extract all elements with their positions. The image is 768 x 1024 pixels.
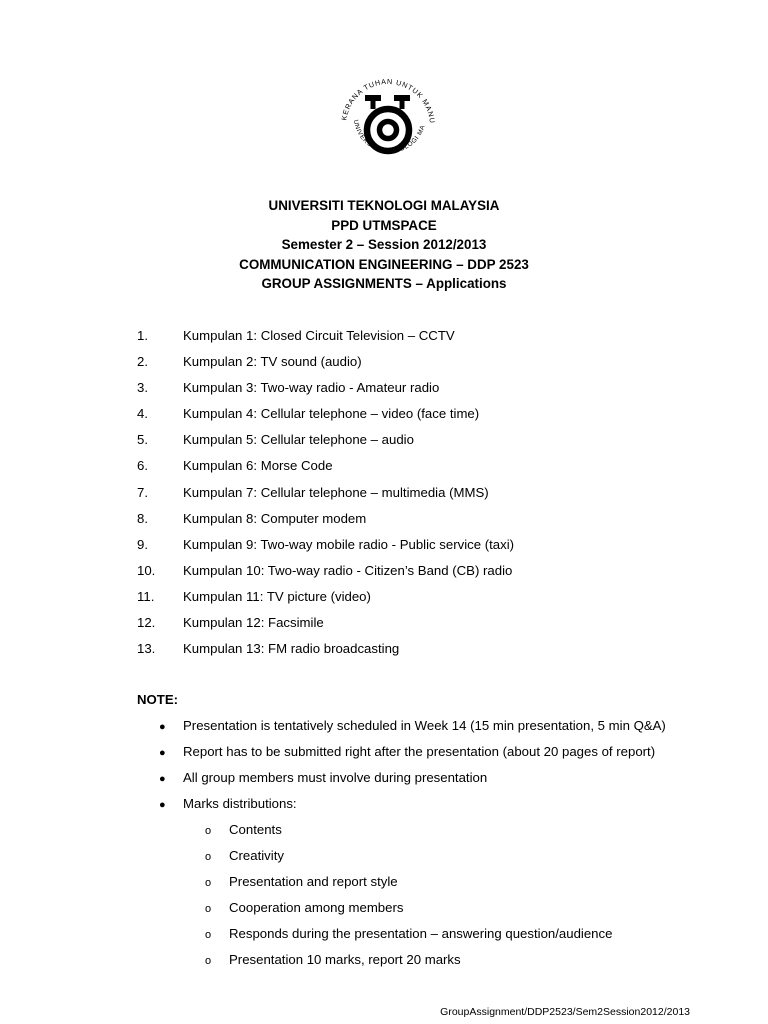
page-footer: GroupAssignment/DDP2523/Sem2Session2012/2013: [440, 1006, 690, 1018]
circle-bullet-icon: o: [205, 929, 212, 942]
sub-item: [205, 872, 739, 898]
list-item: [137, 639, 737, 665]
list-text: Kumpulan 7: Cellular telephone – multimedia (MMS): [183, 484, 489, 500]
bullet-item: [159, 768, 739, 794]
list-item: [137, 326, 737, 352]
list-text: Kumpulan 4: Cellular telephone – video (face time): [183, 406, 480, 422]
list-item: [137, 430, 737, 456]
list-item: [137, 378, 737, 404]
list-number: 9.: [137, 536, 148, 552]
list-number: 5.: [137, 432, 148, 448]
sub-item: [205, 820, 739, 846]
sub-item: [205, 846, 739, 872]
list-text: Kumpulan 2: TV sound (audio): [183, 354, 362, 370]
bullet-icon: ●: [159, 747, 166, 760]
bullet-icon: ●: [159, 773, 166, 786]
course-title: COMMUNICATION ENGINEERING – DDP 2523: [239, 256, 529, 272]
bullet-icon: ●: [159, 799, 166, 812]
logo-bottom-text: UNIVERSITI TEKNOLOGI MA: [351, 119, 427, 155]
sub-item-text: Creativity: [229, 848, 284, 864]
list-number: 3.: [137, 380, 148, 396]
sub-item-text: Presentation 10 marks, report 20 marks: [229, 952, 461, 968]
marks-sublist: [205, 820, 739, 976]
list-number: 6.: [137, 458, 148, 474]
list-text: Kumpulan 5: Cellular telephone – audio: [183, 432, 414, 448]
list-item: [137, 561, 737, 587]
list-item: [137, 352, 737, 378]
sub-item-text: Cooperation among members: [229, 900, 404, 916]
bullet-item: [159, 742, 739, 768]
document-header: [0, 196, 768, 294]
group-list: [137, 326, 737, 665]
list-item: [137, 404, 737, 430]
list-text: Kumpulan 12: Facsimile: [183, 615, 324, 631]
list-number: 2.: [137, 354, 148, 370]
sub-item: [205, 950, 739, 976]
svg-text:KERANA TUHAN UNTUK MANUSIA: [332, 68, 437, 124]
list-number: 10.: [137, 562, 156, 578]
list-number: 8.: [137, 510, 148, 526]
list-text: Kumpulan 1: Closed Circuit Television – CCTV: [183, 328, 455, 343]
list-number: 12.: [137, 615, 156, 631]
list-text: Kumpulan 13: FM radio broadcasting: [183, 641, 400, 657]
list-text: Kumpulan 6: Morse Code: [183, 458, 333, 474]
list-text: Kumpulan 3: Two-way radio - Amateur radio: [183, 380, 440, 396]
list-number: 13.: [137, 641, 156, 657]
list-item: [137, 456, 737, 482]
bullet-icon: ●: [159, 721, 166, 733]
semester-session: Semester 2 – Session 2012/2013: [281, 237, 487, 252]
assignment-title: GROUP ASSIGNMENTS – Applications: [261, 276, 507, 291]
list-text: Kumpulan 8: Computer modem: [183, 510, 367, 526]
list-number: 11.: [137, 588, 155, 604]
bullet-text: Report has to be submitted right after the presentation (about 20 pages of report): [183, 744, 656, 760]
bullet-text: Presentation is tentatively scheduled in Week 14 (15 min presentation, 5 min Q&A): [183, 718, 666, 733]
bullet-item: [159, 716, 739, 742]
list-text: Kumpulan 11: TV picture (video): [183, 588, 371, 604]
utm-logo: [332, 68, 444, 180]
bullet-text: Marks distributions:: [183, 796, 297, 812]
note-heading: NOTE:: [137, 692, 179, 707]
list-item: [137, 587, 737, 613]
sub-item: [205, 924, 739, 950]
sub-item-text: Contents: [229, 822, 282, 838]
list-text: Kumpulan 10: Two-way radio - Citizen’s Band (CB) radio: [183, 562, 513, 578]
sub-item-text: Responds during the presentation – answering question/audience: [229, 926, 613, 942]
list-item: [137, 613, 737, 639]
circle-bullet-icon: o: [205, 903, 212, 916]
circle-bullet-icon: o: [205, 851, 212, 864]
list-item: [137, 535, 737, 561]
list-number: 7.: [137, 484, 148, 500]
circle-bullet-icon: o: [205, 955, 212, 968]
list-item: [137, 509, 737, 535]
list-text: Kumpulan 9: Two-way mobile radio - Public service (taxi): [183, 536, 515, 552]
logo-top-text: KERANA TUHAN UNTUK MANU: [339, 76, 438, 125]
utm-seal-icon: [332, 68, 444, 180]
university-name: UNIVERSITI TEKNOLOGI MALAYSIA: [268, 198, 500, 213]
circle-bullet-icon: o: [205, 825, 212, 838]
sub-item: [205, 898, 739, 924]
bullet-item: [159, 794, 739, 820]
note-list: [159, 716, 739, 976]
faculty-name: PPD UTMSPACE: [331, 217, 437, 233]
bullet-text: All group members must involve during presentation: [183, 770, 488, 786]
list-item: [137, 483, 737, 509]
sub-item-text: Presentation and report style: [229, 874, 398, 890]
list-number: 1.: [137, 328, 148, 343]
list-number: 4.: [137, 406, 148, 422]
circle-bullet-icon: o: [205, 877, 212, 890]
